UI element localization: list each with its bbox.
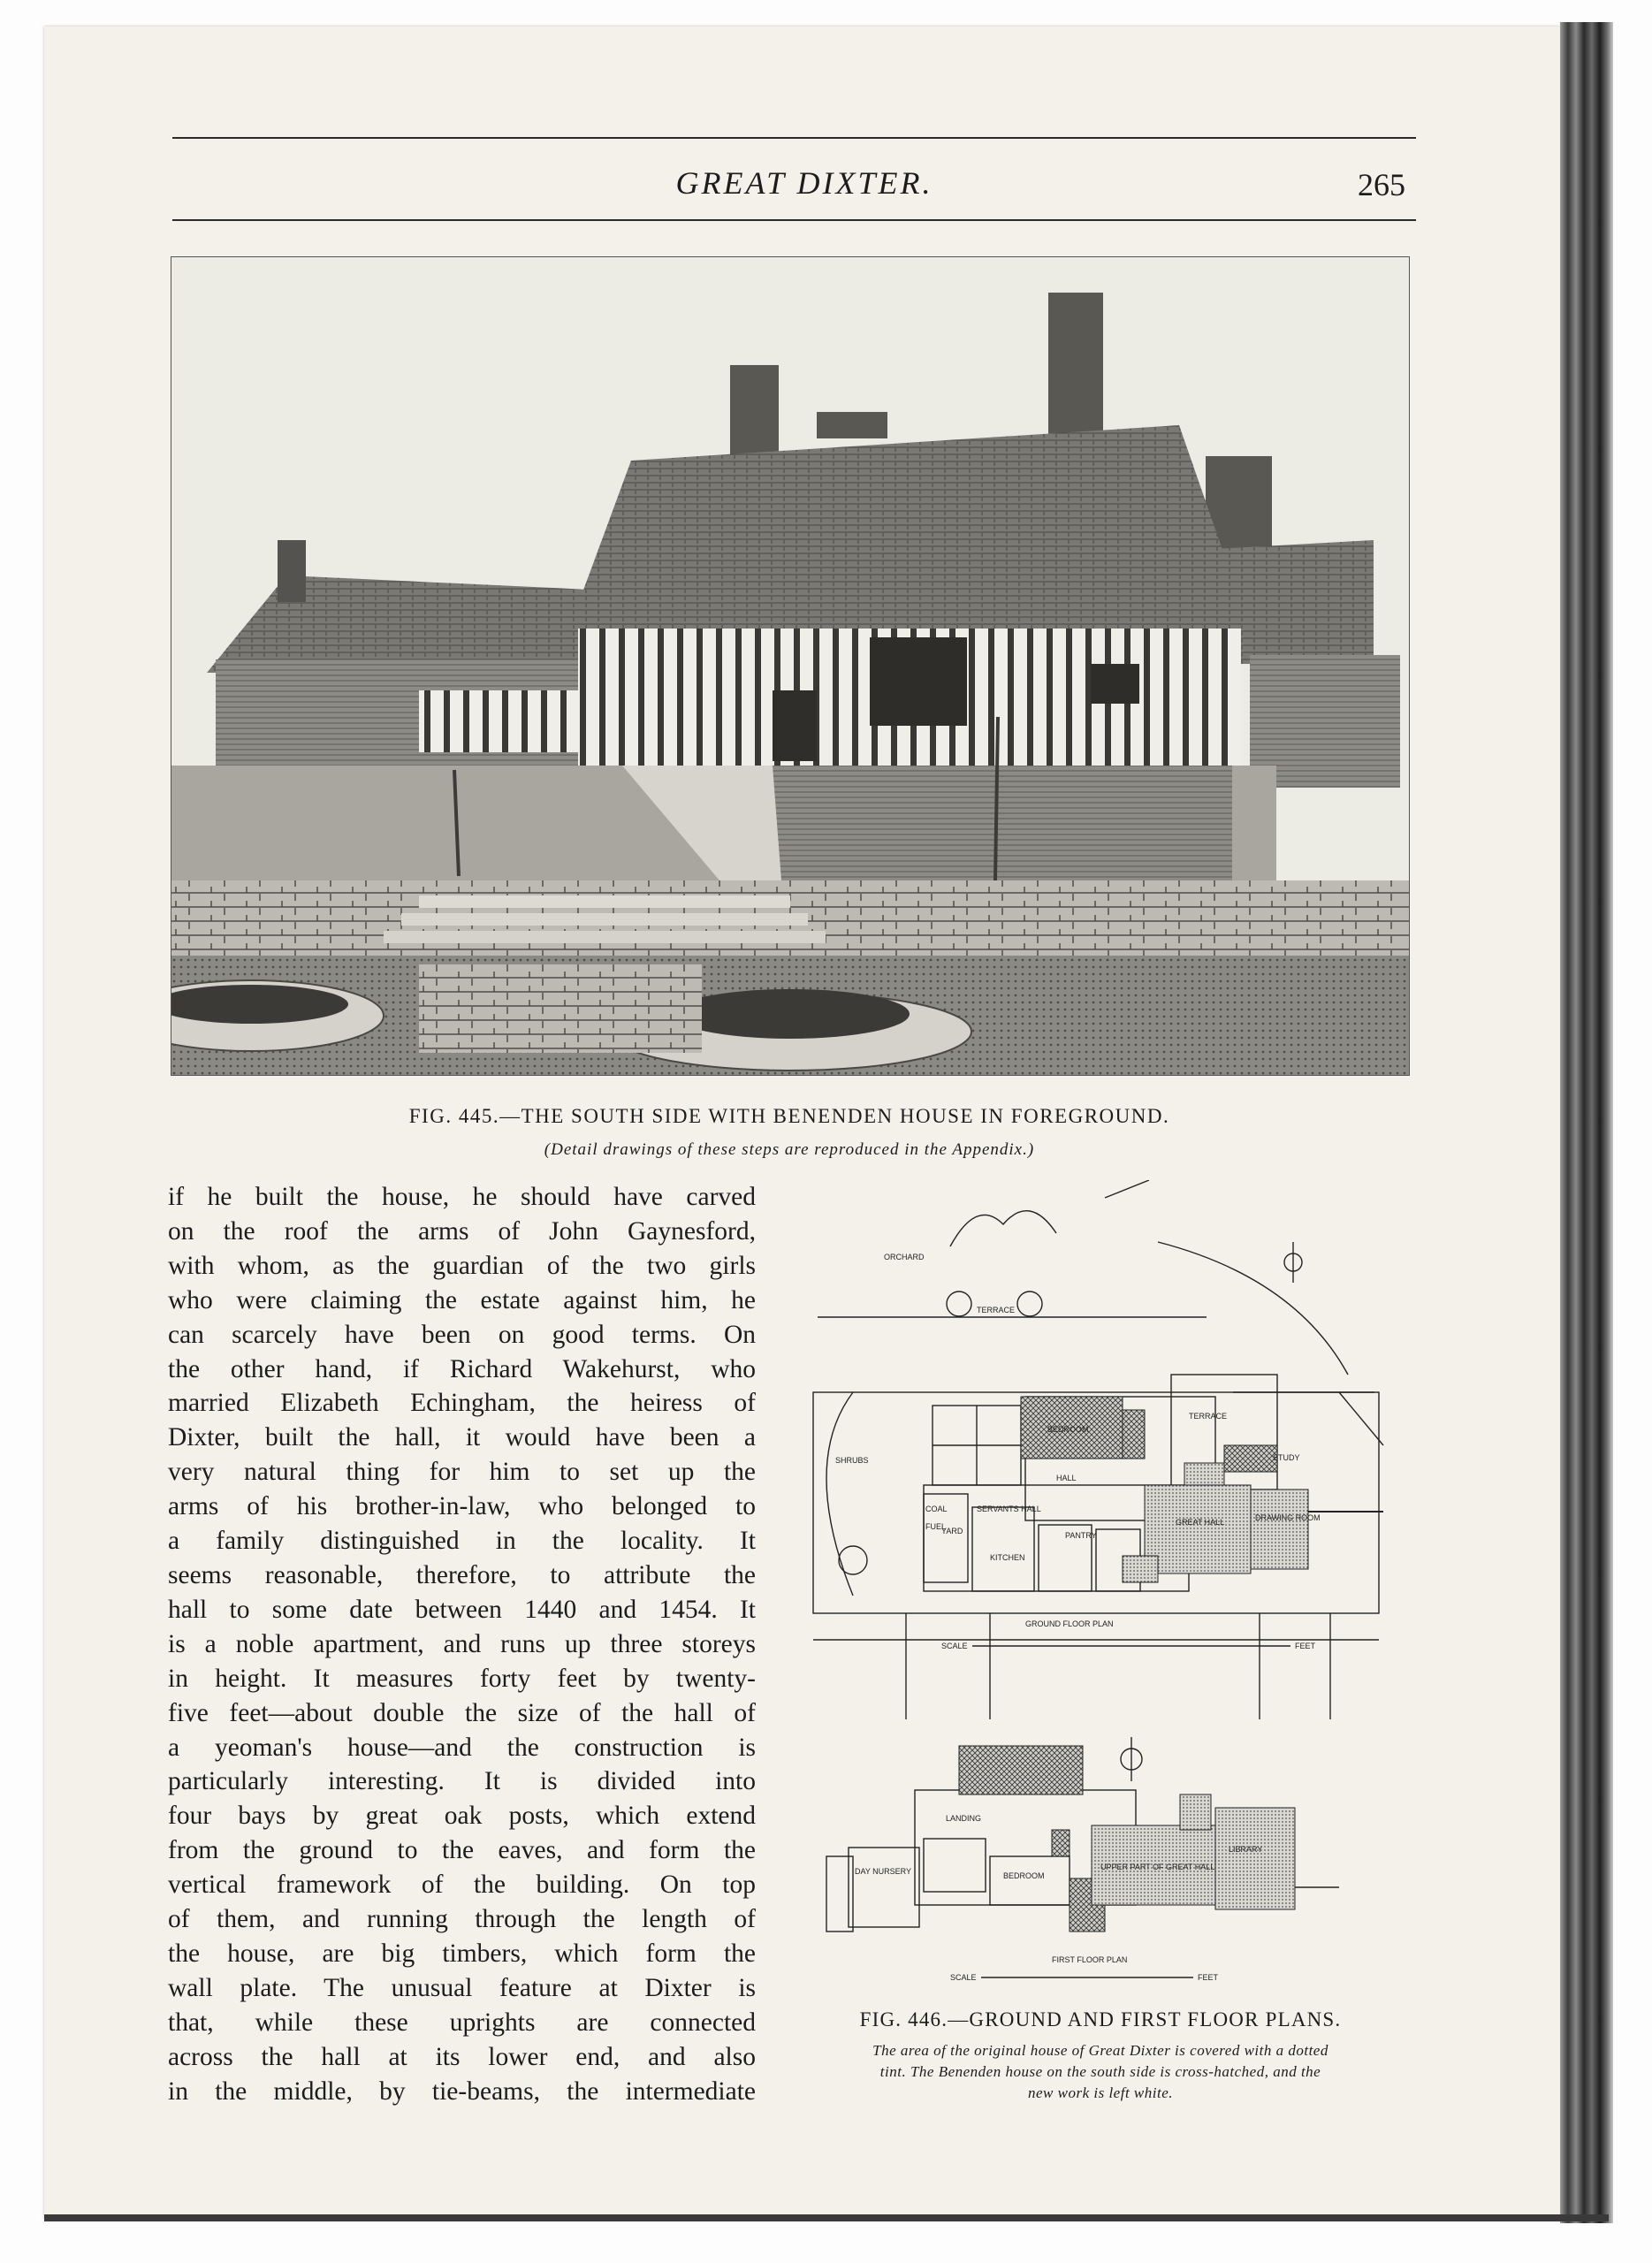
label-bedroom-first: BEDROOM [1003, 1871, 1045, 1880]
body-line: is a noble apartment, and runs up three storeys [168, 1629, 756, 1658]
body-text-column [168, 1180, 756, 2108]
floor-plans-drawing [800, 1180, 1405, 1985]
figure-446-note-line: tint. The Benenden house on the south side is cross-hatched, and the [879, 2063, 1321, 2080]
figure-446-note-line: new work is left white. [1027, 2084, 1174, 2101]
label-terrace-south: TERRACE [1189, 1412, 1228, 1421]
body-line: arms of his brother-in-law, who belonged to [168, 1492, 756, 1521]
label-yard: YARD [941, 1527, 963, 1535]
body-line: with whom, as the guardian of the two girls [168, 1251, 756, 1280]
running-title: GREAT DIXTER. [675, 165, 933, 201]
label-upper-hall: UPPER PART OF GREAT HALL [1100, 1863, 1215, 1871]
label-library: LIBRARY [1229, 1845, 1263, 1854]
figure-445-note: (Detail drawings of these steps are reproduced in the Appendix.) [544, 1140, 1035, 1159]
label-kitchen: KITCHEN [990, 1553, 1025, 1562]
body-line: from the ground to the eaves, and form the [168, 1836, 756, 1865]
figure-445-caption: FIG. 445.—THE SOUTH SIDE WITH BENENDEN HOUSE IN FOREGROUND. [408, 1105, 1170, 1127]
body-line: a yeoman's house—and the construction is [168, 1733, 756, 1762]
body-line: a family distinguished in the locality. It [168, 1527, 756, 1556]
first-feet-label: FEET [1198, 1973, 1219, 1982]
figure-446-note [778, 2040, 1423, 2104]
label-landing: LANDING [946, 1814, 982, 1823]
ground-feet-label: FEET [1295, 1642, 1316, 1650]
ground-scale-label: SCALE [941, 1642, 968, 1650]
body-line: across the hall at its lower end, and also [168, 2042, 756, 2071]
figure-446-caption: FIG. 446.—GROUND AND FIRST FLOOR PLANS. [859, 2008, 1342, 2031]
label-study: STUDY [1273, 1453, 1300, 1462]
label-coal: COAL [925, 1505, 948, 1513]
body-line: wall plate. The unusual feature at Dixter is [168, 1973, 756, 2002]
body-line: who were claiming the estate against him, he [168, 1285, 756, 1314]
body-line: that, while these uprights are connected [168, 2008, 756, 2037]
label-bedroom-ground: BEDROOM [1047, 1425, 1089, 1434]
body-line: the other hand, if Richard Wakehurst, who [168, 1354, 756, 1383]
first-plan-title: FIRST FLOOR PLAN [1052, 1955, 1128, 1964]
ground-plan-title: GROUND FLOOR PLAN [1025, 1619, 1114, 1628]
figure-446-note-line: The area of the original house of Great Dixter is covered with a dotted [872, 2042, 1328, 2059]
label-day-nursery: DAY NURSERY [855, 1867, 912, 1876]
body-line: of them, and running through the length of [168, 1905, 756, 1934]
book-bottom-edge [44, 2214, 1609, 2221]
body-line: very natural thing for him to set up the [168, 1458, 756, 1487]
label-pantry: PANTRY [1065, 1531, 1097, 1540]
body-line: in the middle, by tie-beams, the intermediate [168, 2076, 756, 2106]
label-drawing-room: DRAWING ROOM [1255, 1513, 1321, 1522]
label-orchard: ORCHARD [884, 1253, 925, 1261]
label-fuel: FUEL [925, 1522, 947, 1531]
body-line: on the roof the arms of John Gaynesford, [168, 1216, 756, 1246]
house-photo-illustration [171, 257, 1409, 1075]
label-servants-hall: SERVANTS HALL [977, 1505, 1041, 1513]
label-shrubs: SHRUBS [835, 1456, 869, 1465]
body-line: hall to some date between 1440 and 1454. It [168, 1595, 756, 1624]
body-line: vertical framework of the building. On top [168, 1871, 756, 1900]
header-rule-top [172, 137, 1416, 139]
first-scale-label: SCALE [950, 1973, 977, 1982]
house-photograph [171, 256, 1410, 1076]
label-hall: HALL [1056, 1474, 1077, 1482]
body-line: four bays by great oak posts, which extend [168, 1802, 756, 1831]
body-line: if he built the house, he should have carved [168, 1183, 756, 1211]
body-line: married Elizabeth Echingham, the heiress of [168, 1389, 756, 1418]
body-line: Dixter, built the hall, it would have been a [168, 1423, 756, 1452]
header-rule-bottom [172, 219, 1416, 221]
body-line: seems reasonable, therefore, to attribute the [168, 1560, 756, 1589]
label-great-hall: GREAT HALL [1176, 1518, 1225, 1527]
label-terrace-north: TERRACE [977, 1306, 1016, 1314]
body-line: particularly interesting. It is divided into [168, 1767, 756, 1796]
floor-plans-figure [800, 1180, 1405, 1985]
body-line: in height. It measures forty feet by twenty- [168, 1664, 756, 1693]
body-line: can scarcely have been on good terms. On [168, 1320, 756, 1349]
book-page-edges [1560, 22, 1613, 2223]
page-number: 265 [1358, 167, 1405, 202]
body-line: the house, are big timbers, which form the [168, 1939, 756, 1968]
body-line: five feet—about double the size of the hall of [168, 1698, 756, 1727]
